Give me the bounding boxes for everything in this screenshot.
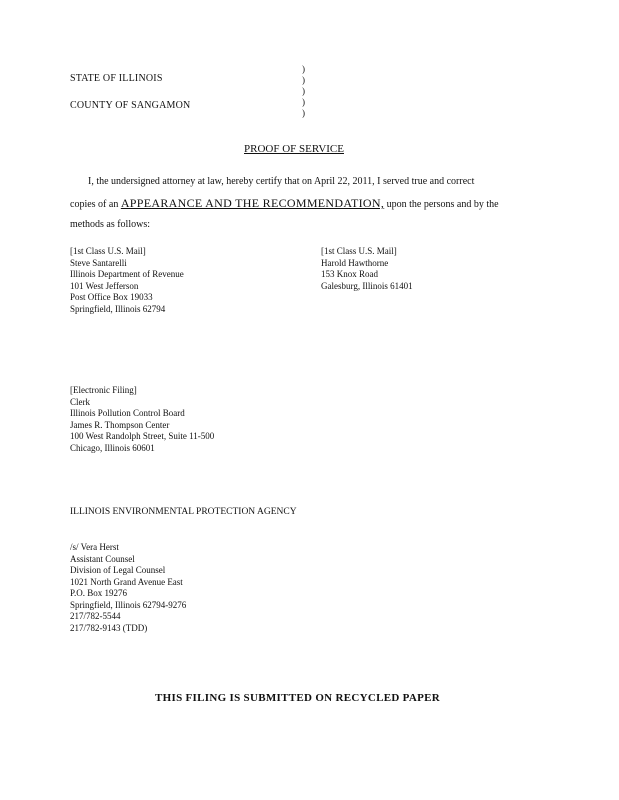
recipient-address: 101 West Jefferson xyxy=(70,280,139,291)
paren: ) xyxy=(302,64,305,74)
recipient-city: Springfield, Illinois 62794 xyxy=(70,303,166,314)
recipient-address: Post Office Box 19033 xyxy=(70,292,153,302)
service-method: [1st Class U.S. Mail] xyxy=(70,246,146,256)
signer-phone: 217/782-5544 xyxy=(70,611,121,621)
recipient-left xyxy=(70,246,184,315)
body-line-1: I, the undersigned attorney at law, hereby certify that on April 22, 2011, I served true and correct xyxy=(88,176,475,187)
recipient-org: Illinois Pollution Control Board xyxy=(70,408,185,418)
service-method: [Electronic Filing] xyxy=(70,385,137,395)
signer-address: 1021 North Grand Avenue East xyxy=(70,576,183,587)
signer-address: P.O. Box 19276 xyxy=(70,588,128,598)
paren: ) xyxy=(302,86,305,96)
body-line-2-pre: copies of an xyxy=(70,199,119,210)
recycled-paper-notice: THIS FILING IS SUBMITTED ON RECYCLED PAPER xyxy=(155,692,440,704)
recipient-name: Clerk xyxy=(70,396,90,407)
body-line-3: methods as follows: xyxy=(70,219,150,230)
paren: ) xyxy=(302,97,305,107)
signer-division: Division of Legal Counsel xyxy=(70,565,166,575)
agency-name: ILLINOIS ENVIRONMENTAL PROTECTION AGENCY xyxy=(70,507,297,517)
document-title: PROOF OF SERVICE xyxy=(244,143,344,155)
service-method: [1st Class U.S. Mail] xyxy=(321,246,397,256)
recipient-right xyxy=(321,246,413,292)
signer-tdd: 217/782-9143 (TDD) xyxy=(70,622,148,633)
signer-city: Springfield, Illinois 62794-9276 xyxy=(70,599,187,610)
paren: ) xyxy=(302,75,305,85)
signer-title: Assistant Counsel xyxy=(70,553,135,564)
recipient-city: Galesburg, Illinois 61401 xyxy=(321,280,413,291)
signature: /s/ Vera Herst xyxy=(70,542,119,552)
recipient-org: Illinois Department of Revenue xyxy=(70,269,184,279)
document-names: APPEARANCE AND THE RECOMMENDATION, xyxy=(120,196,385,210)
recipient-address: 100 West Randolph Street, Suite 11-500 xyxy=(70,431,215,441)
recipient-address: James R. Thompson Center xyxy=(70,419,170,430)
recipient-address: 153 Knox Road xyxy=(321,269,378,279)
recipient-name: Harold Hawthorne xyxy=(321,257,389,268)
body-line-2 xyxy=(70,196,499,211)
signature-block xyxy=(70,542,186,634)
caption-bracket xyxy=(302,64,305,119)
recipient-name: Steve Santarelli xyxy=(70,257,127,268)
county-caption: COUNTY OF SANGAMON xyxy=(70,100,191,111)
body-line-2-post: upon the persons and by the xyxy=(386,199,499,210)
recipient-city: Chicago, Illinois 60601 xyxy=(70,442,155,453)
state-caption: STATE OF ILLINOIS xyxy=(70,73,163,84)
paren: ) xyxy=(302,108,305,118)
electronic-filing-block xyxy=(70,385,214,454)
